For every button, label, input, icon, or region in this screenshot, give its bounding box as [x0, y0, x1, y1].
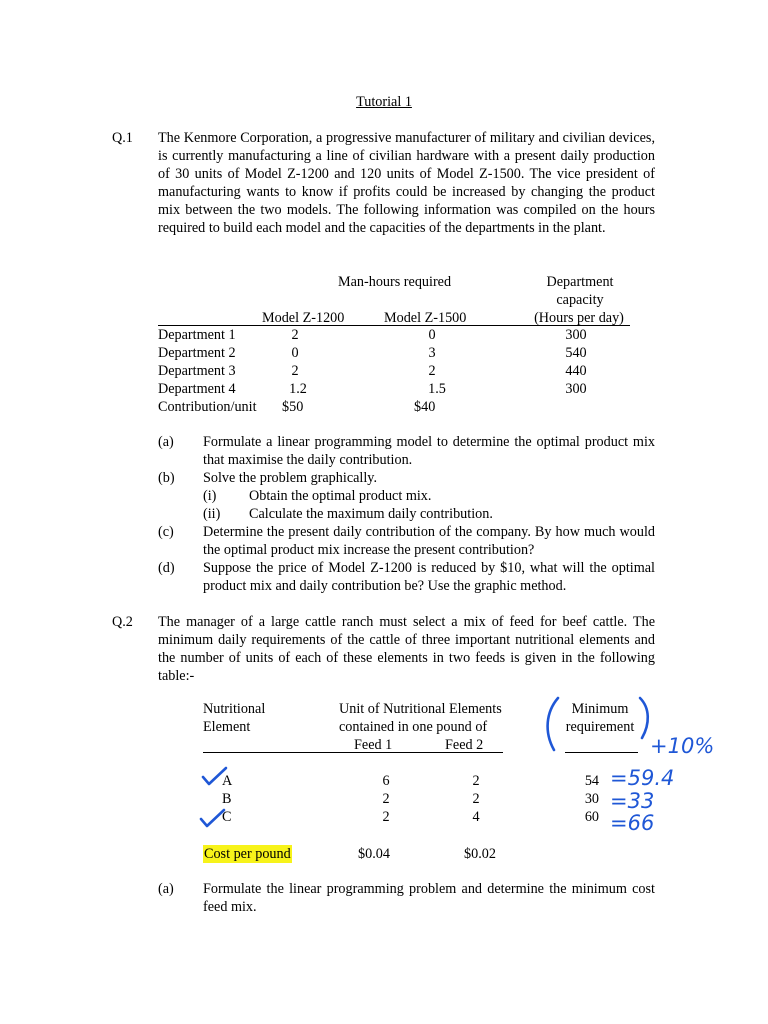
- q2-cost-feed2: $0.02: [464, 846, 496, 862]
- q1-row-label: Department 3: [158, 363, 236, 379]
- q2-row-element: A: [222, 773, 233, 789]
- q1-header-manhours: Man-hours required: [338, 274, 452, 290]
- q1-subpart-text: Calculate the maximum daily contribution.: [249, 506, 493, 522]
- q1-row-m1: 1.2: [289, 381, 307, 397]
- q2-cost-label: Cost per pound: [204, 846, 291, 862]
- q1-row-m2: 3: [428, 345, 436, 361]
- checkmark-c-icon: [198, 806, 228, 830]
- page-title: Tutorial 1: [356, 94, 412, 110]
- q1-contrib-m2: $40: [414, 399, 436, 415]
- q2-header-requirement: requirement: [565, 719, 635, 735]
- q2-row-minimum: 54: [584, 773, 599, 789]
- q2-header-units-line2: contained in one pound of: [339, 719, 488, 735]
- q1-col-model1: Model Z-1200: [262, 310, 345, 326]
- q1-part-label: (b): [158, 470, 175, 486]
- q1-row-m1: 2: [291, 363, 299, 379]
- q1-part-text: Suppose the price of Model Z-1200 is reduced by $10, what will the optimal product mix and daily contribution be? Use the graphic method.: [203, 560, 655, 594]
- q1-part-text: Solve the problem graphically.: [203, 470, 378, 486]
- annotation-value-b: =33: [610, 789, 655, 813]
- q1-row-label: Department 2: [158, 345, 236, 361]
- q2-row-minimum: 60: [584, 809, 599, 825]
- question-number-2: Q.2: [112, 614, 133, 630]
- q1-contrib-label: Contribution/unit: [158, 399, 257, 415]
- q1-part-label: (a): [158, 434, 174, 450]
- q1-row-capacity: 300: [565, 327, 587, 343]
- q1-row-m2: 1.5: [428, 381, 446, 397]
- q1-part-label: (d): [158, 560, 175, 576]
- q2-row-minimum: 30: [584, 791, 599, 807]
- q1-intro: The Kenmore Corporation, a progressive manufacturer of military and civilian devices, is currently manufacturing a line of civilian hardware with a present daily production of 30 units of Model Z-1200 and 120 units of Model Z-1500. The vice president of manufacturing wants to know if profits could be increased by changing the product mix between the two models. The following information was compiled on the hours required to build each model and the capacities of the departments in the plant.: [158, 130, 655, 236]
- q2-row-feed1: 2: [382, 809, 390, 825]
- q2-table-rule: [203, 752, 503, 753]
- q2-header-feed1: Feed 1: [354, 737, 393, 753]
- left-parenthesis-mark: [540, 694, 570, 754]
- q2-intro: The manager of a large cattle ranch must select a mix of feed for beef cattle. The minimum daily requirements of the cattle of three important nutritional elements and the number of units of each of these elements in two feeds is given in the following table:-: [158, 614, 655, 684]
- q1-row-capacity: 440: [565, 363, 587, 379]
- annotation-value-a: =59.4: [610, 766, 675, 790]
- q2-header-feed2: Feed 2: [445, 737, 484, 753]
- q2-row-element: C: [222, 809, 232, 825]
- q1-part-text: Formulate a linear programming model to determine the optimal product mix that maximise the daily contribution.: [203, 434, 655, 468]
- q1-col-model2: Model Z-1500: [384, 310, 467, 326]
- question-number-1: Q.1: [112, 130, 133, 146]
- annotation-plus-ten-percent: +10%: [650, 734, 715, 758]
- q2-cost-feed1: $0.04: [358, 846, 390, 862]
- annotation-value-c: =66: [610, 811, 655, 835]
- q1-header-hours: (Hours per day): [534, 310, 624, 326]
- q1-row-m1: 2: [291, 327, 299, 343]
- q2-part-text: Formulate the linear programming problem and determine the minimum cost feed mix.: [203, 881, 655, 915]
- q1-part-label: (c): [158, 524, 174, 540]
- q1-row-capacity: 300: [565, 381, 587, 397]
- q1-subpart-label: (i): [203, 488, 217, 504]
- q1-header-department: Department: [546, 274, 614, 290]
- q2-header-units-line1: Unit of Nutritional Elements: [339, 701, 502, 717]
- q2-row-feed1: 2: [382, 791, 390, 807]
- q1-row-m2: 2: [428, 363, 436, 379]
- q2-header-element: Element: [203, 719, 251, 735]
- q1-contrib-m1: $50: [282, 399, 304, 415]
- q1-row-label: Department 4: [158, 381, 236, 397]
- q1-subpart-label: (ii): [203, 506, 221, 522]
- q2-row-feed2: 2: [472, 773, 480, 789]
- q2-row-feed2: 4: [472, 809, 480, 825]
- q2-header-minimum: Minimum: [571, 701, 629, 717]
- q2-header-nutritional: Nutritional: [203, 701, 266, 717]
- q2-row-feed1: 6: [382, 773, 390, 789]
- q1-row-label: Department 1: [158, 327, 236, 343]
- q1-row-m1: 0: [291, 345, 299, 361]
- q1-row-m2: 0: [428, 327, 436, 343]
- q1-header-capacity: capacity: [556, 292, 604, 308]
- checkmark-a-icon: [200, 764, 233, 789]
- q2-row-feed2: 2: [472, 791, 480, 807]
- q2-part-label: (a): [158, 881, 174, 897]
- q1-subpart-text: Obtain the optimal product mix.: [249, 488, 432, 504]
- q1-part-text: Determine the present daily contribution of the company. By how much would the optimal product mix increase the present contribution?: [203, 524, 655, 558]
- q1-row-capacity: 540: [565, 345, 587, 361]
- q2-table-rule-min: [565, 752, 638, 753]
- q2-row-element: B: [222, 791, 232, 807]
